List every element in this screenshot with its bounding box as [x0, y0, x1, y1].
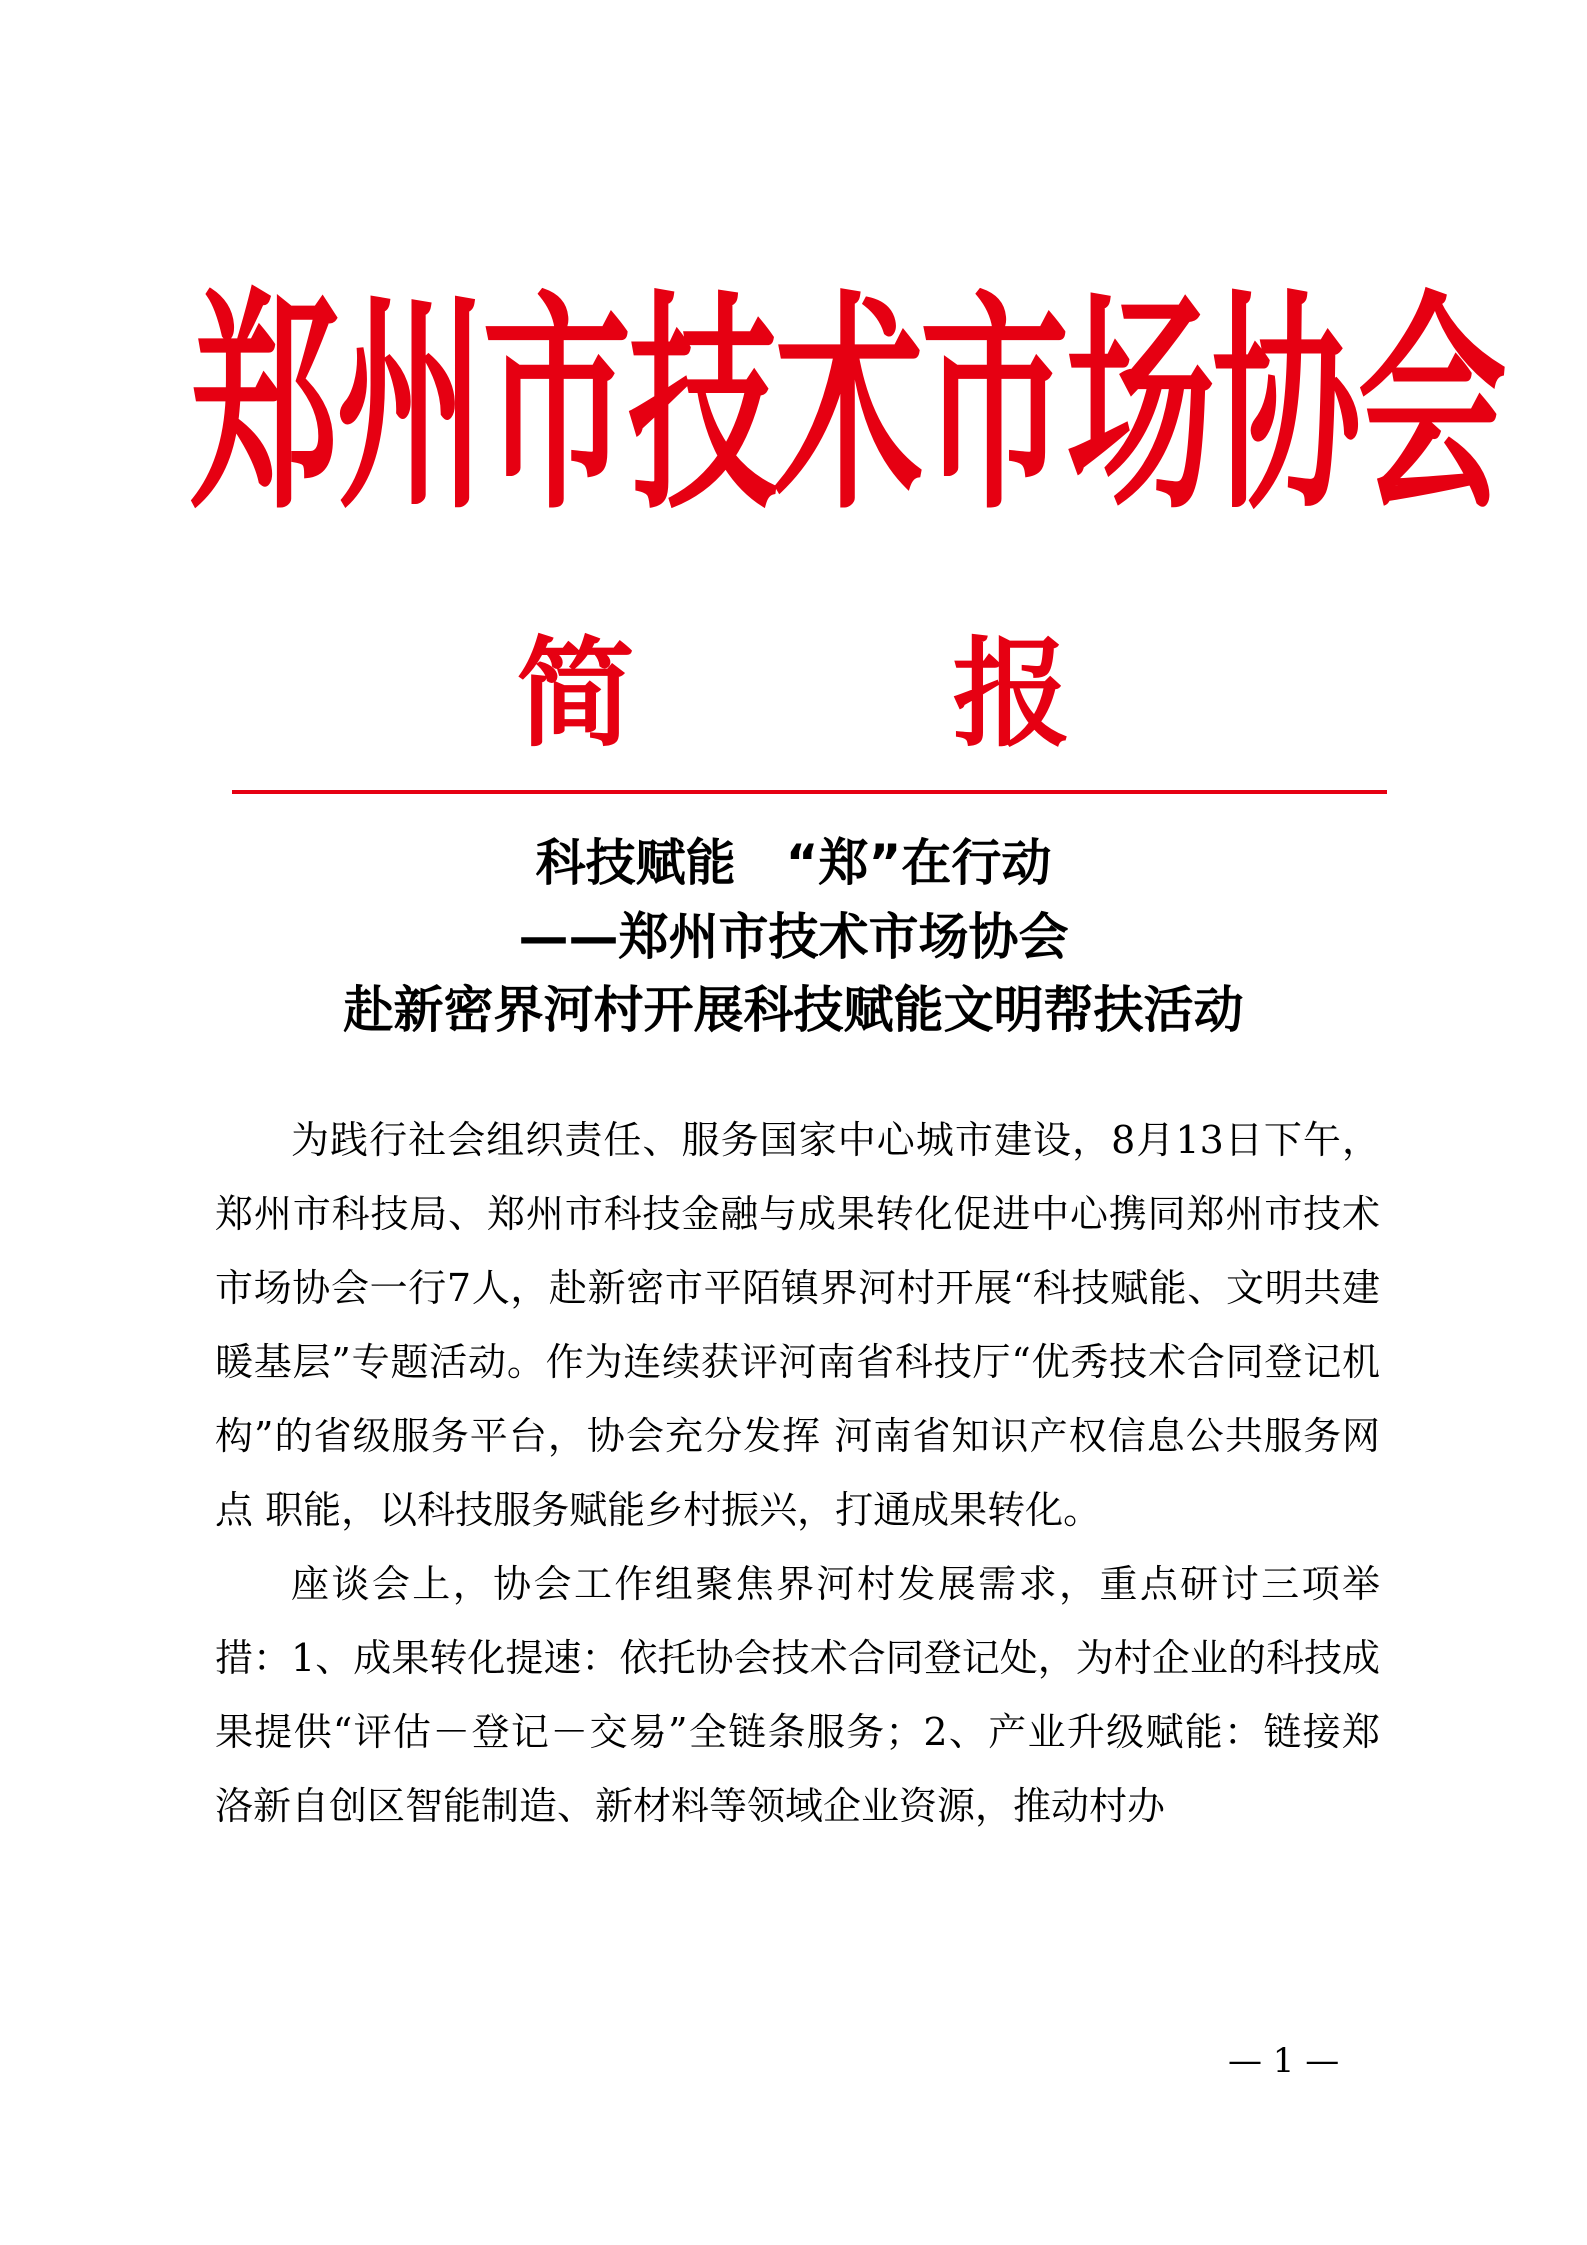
- article-title-line-2: ——郑州市技术市场协会: [518, 908, 1069, 966]
- article-title-line-1: 科技赋能 “郑”在行动: [535, 834, 1052, 892]
- body-paragraph-1: 为践行社会组织责任、服务国家中心城市建设，8月13日下午，郑州市科技局、郑州市科技金融与成果转化促进中心携同郑州市技术市场协会一行7人，赴新密市平陌镇界河村开展“科技赋能、文明共建暖基层”专题活动。作为连续获评河南省科技厅“优秀技术合同登记机构”的省级服务平台，协会充分发挥 河南省知识产权信息公共服务网点 职能，以科技服务赋能乡村振兴，打通成果转化。: [215, 1118, 1380, 1532]
- body-paragraph-2: 座谈会上，协会工作组聚焦界河村发展需求，重点研讨三项举措：1、成果转化提速：依托协会技术合同登记处，为村企业的科技成果提供“评估－登记－交易”全链条服务；2、产业升级赋能：链接郑洛新自创区智能制造、新材料等领域企业资源，推动村办: [215, 1562, 1380, 1828]
- article-body: [215, 1103, 1380, 1843]
- page-number: — 1 —: [1228, 2041, 1340, 2081]
- header-divider: [232, 790, 1387, 794]
- article-title-line-3: 赴新密界河村开展科技赋能文明帮扶活动: [343, 981, 1244, 1039]
- doc-type-title: 简 报: [516, 624, 1171, 763]
- masthead-org-name: 郑州市技术市场协会: [190, 269, 1504, 542]
